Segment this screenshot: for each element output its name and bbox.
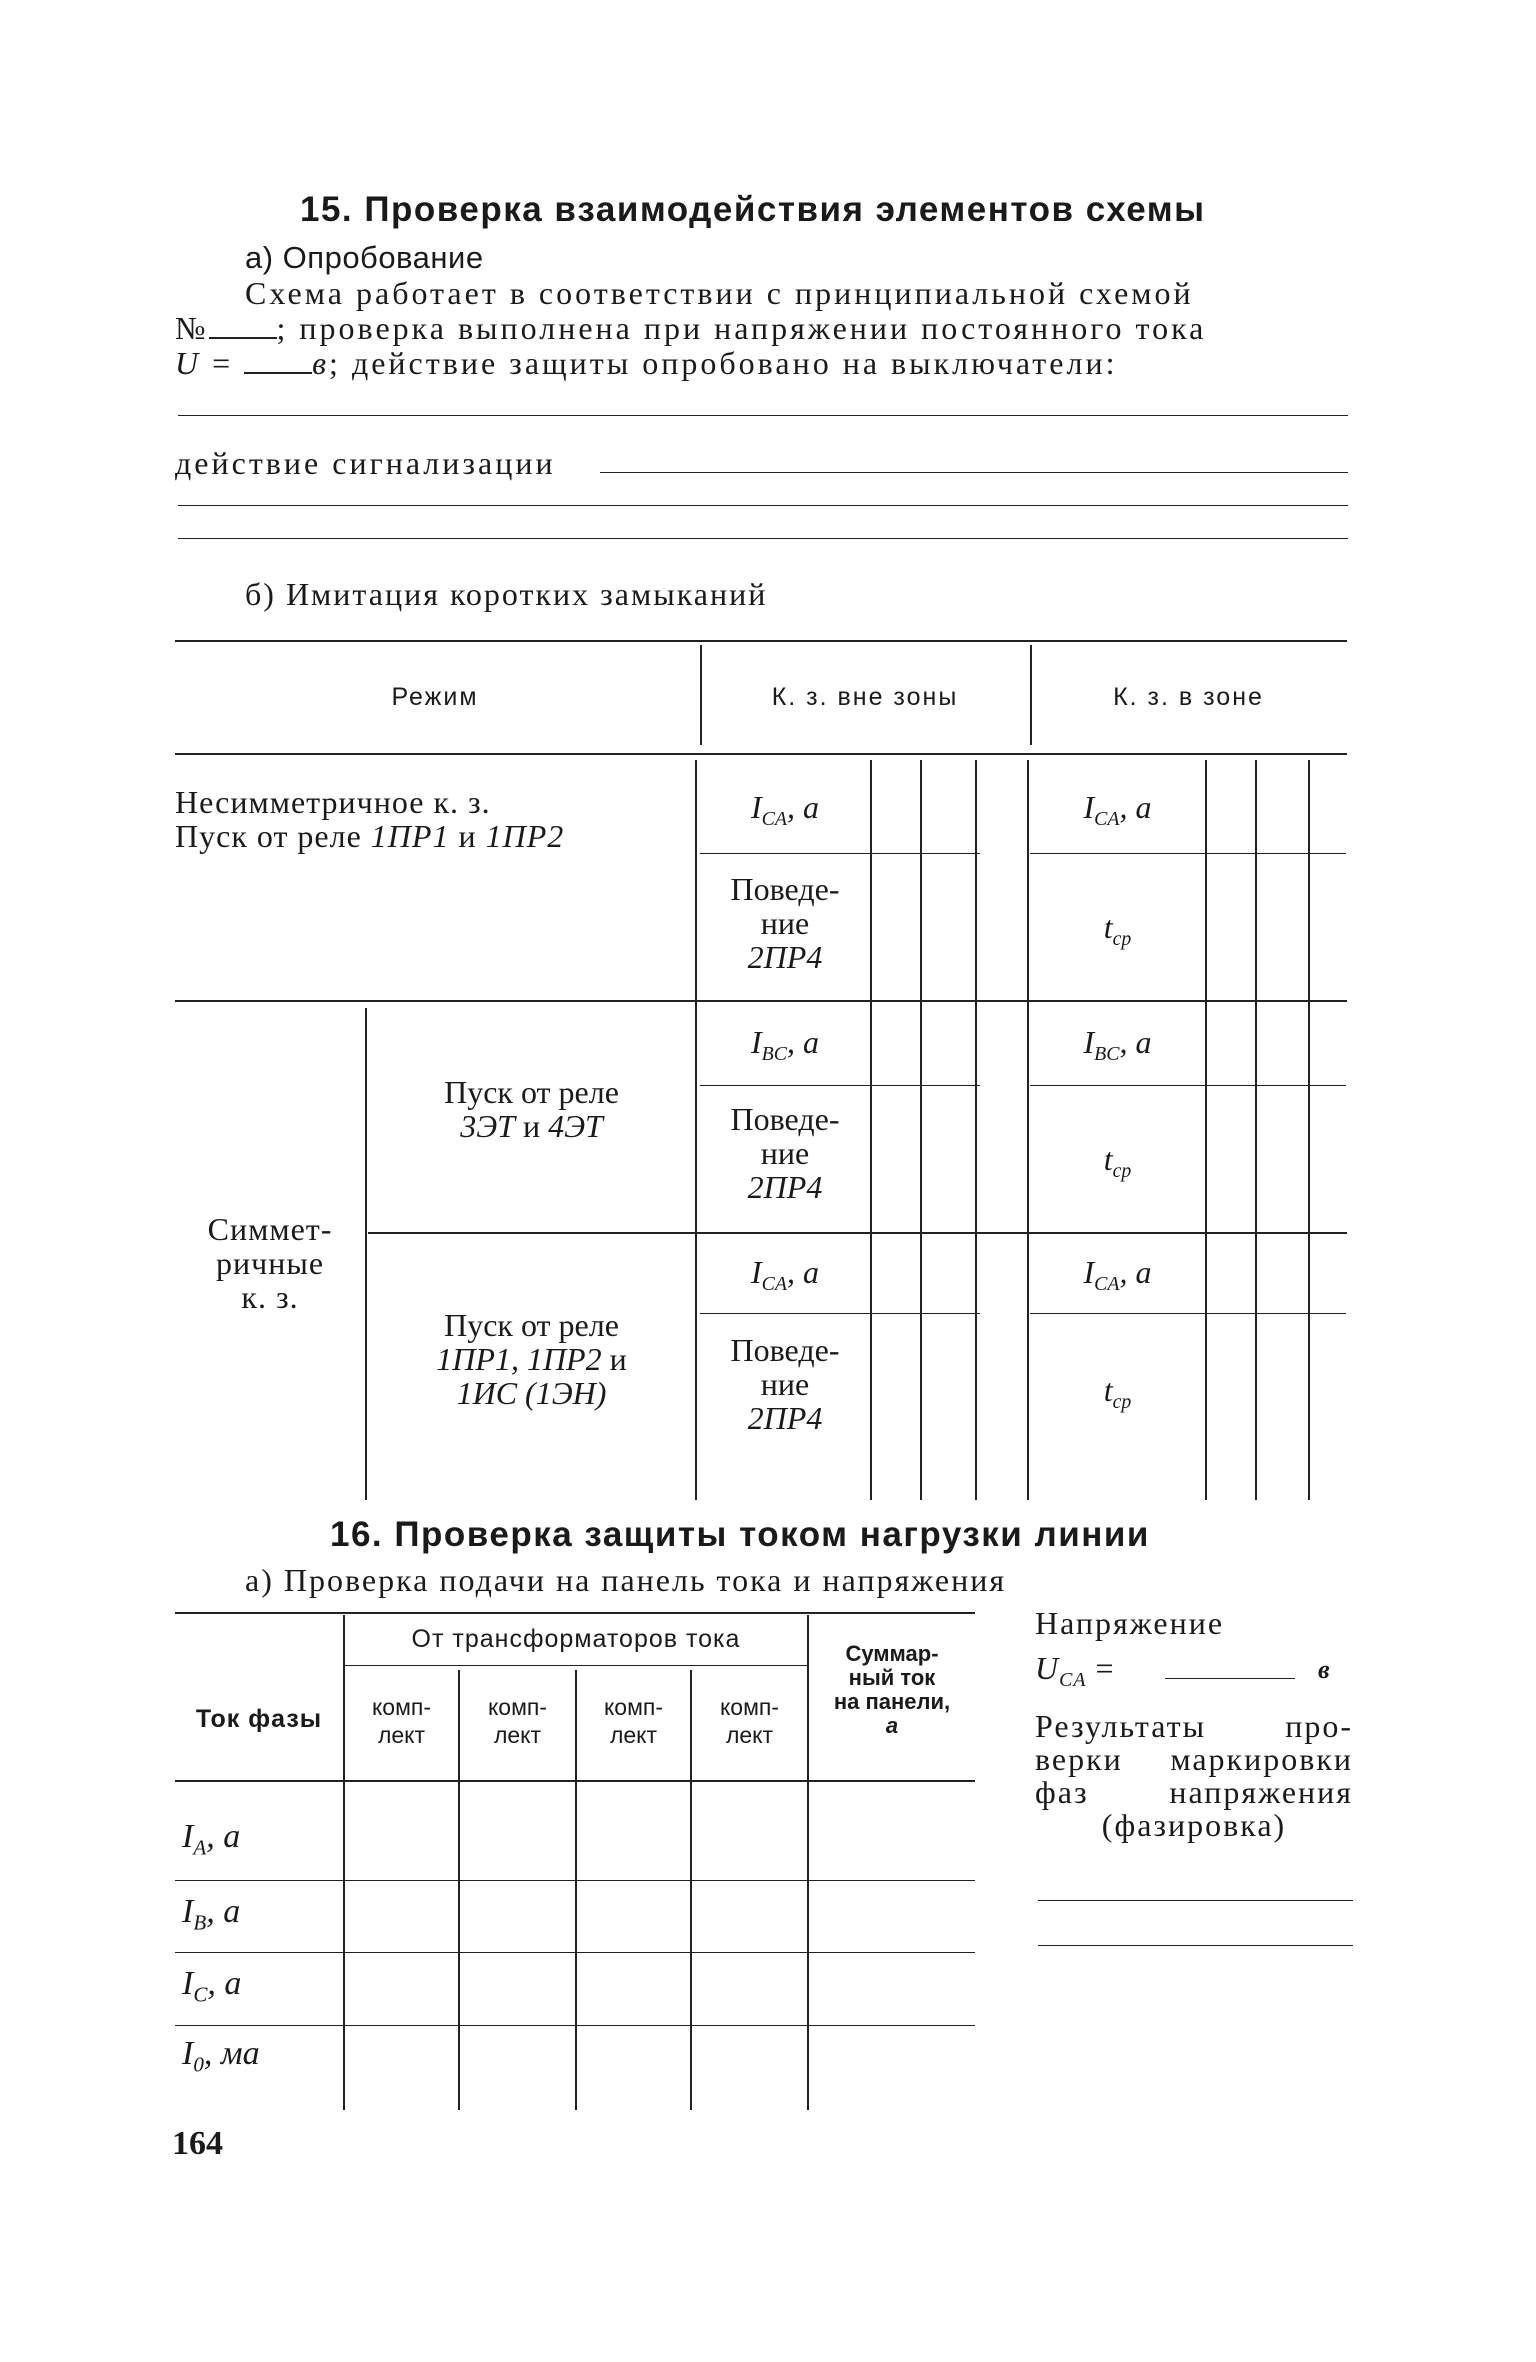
page-number: 164 (172, 2125, 223, 2162)
voltage-value-field[interactable] (244, 372, 312, 374)
col-kit-4-header: комп- лект (719, 1694, 780, 1748)
phasing-result-line-2[interactable] (1038, 1945, 1353, 1946)
voltage-uca: $U_{CA}$ = (1035, 1650, 1115, 1691)
row1-behavior-label: Поведе- ние 2ПР4 (730, 871, 840, 975)
row2-behavior-label: Поведе- ние 2ПР4 (730, 1101, 840, 1205)
signal-extra-line-2[interactable] (178, 538, 1348, 539)
section-16-title: 16. Проверка защиты током нагрузки линии (330, 1515, 1150, 1554)
row-asymmetric-mode (175, 785, 564, 853)
section-15-b-heading: б) Имитация коротких замыканий (245, 576, 768, 612)
section-15-line-3 (175, 345, 1117, 382)
row-asymmetric-line-1: Несимметричное к. з. (175, 784, 491, 820)
signal-label: действие сигнализации (175, 445, 556, 481)
col-sum-header: Суммар- ный ток на панели, а (833, 1641, 951, 1738)
row-ic-label: $I_C$, а (182, 1965, 242, 2007)
signal-field-line[interactable] (600, 472, 1348, 473)
row3-mode: Пуск от реле 1ПР1, 1ПР2 и 1ИС (1ЭН) (436, 1307, 627, 1411)
col-outside-zone-header: К. з. вне зоны (771, 683, 959, 711)
phasing-result-line-1[interactable] (1038, 1900, 1353, 1901)
line-2-text: ; проверка выполнена при напряжении постоянного тока (276, 310, 1207, 346)
line-3-text: ; действие защиты опробовано на выключатели: (329, 345, 1118, 381)
section-15-line-1: Схема работает в соответствии с принципиальной схемой (245, 275, 1194, 311)
row-asymmetric-line-2: Пуск от реле 1ПР1 и 1ПР2 (175, 818, 565, 854)
row3-inside-current-label: $I_{CA}$, а (1083, 1254, 1152, 1295)
col-mode-header: Режим (391, 683, 479, 711)
col-from-ct-header: От трансформаторов тока (411, 1625, 741, 1653)
col-inside-zone-header: К. з. в зоне (1113, 683, 1264, 711)
row-i0-label: $I_0$, ма (182, 2035, 260, 2077)
voltage-unit: в (312, 345, 330, 381)
equals-sign: = (201, 345, 245, 381)
section-15-title: 15. Проверка взаимодействия элементов схемы (300, 190, 1206, 229)
row3-tcp-label: $t_{ср}$ (1103, 1372, 1132, 1413)
voltage-label: Напряжение (1035, 1605, 1225, 1641)
row-symmetric-label: Симмет- ричные к. з. (207, 1211, 333, 1315)
col-kit-1-header: комп- лект (371, 1694, 432, 1748)
voltage-symbol: U (175, 345, 202, 381)
breakers-field-line[interactable] (178, 415, 1348, 416)
row3-outside-current-label: $I_{CA}$, а (751, 1254, 819, 1295)
voltage-value-unit: в (1318, 1655, 1330, 1684)
row2-outside-current-label: $I_{BC}$, а (751, 1024, 819, 1065)
row1-outside-current-label: $I_{CA}$, а (751, 789, 819, 830)
signal-extra-line-1[interactable] (178, 505, 1348, 506)
col-kit-3-header: комп- лект (603, 1694, 664, 1748)
row2-inside-current-label: $I_{BC}$, а (1083, 1024, 1152, 1065)
row3-behavior-label: Поведе- ние 2ПР4 (730, 1332, 840, 1436)
scheme-number-field[interactable] (209, 337, 277, 339)
section-15-line-2 (175, 310, 1206, 347)
col-kit-2-header: комп- лект (487, 1694, 548, 1748)
row-ia-label: $I_A$, а (182, 1818, 241, 1860)
row1-inside-current-label: $I_{CA}$, а (1083, 789, 1152, 830)
col-phase-header: Ток фазы (195, 1705, 323, 1733)
section-16-a-heading: а) Проверка подачи на панель тока и напряжения (245, 1562, 1007, 1598)
row-ib-label: $I_B$, а (182, 1893, 241, 1935)
number-sign: № (175, 310, 209, 346)
row2-tcp-label: $t_{ср}$ (1103, 1141, 1132, 1182)
row2-mode: Пуск от реле 3ЭТ и 4ЭТ (444, 1074, 619, 1144)
voltage-value-field[interactable] (1165, 1678, 1295, 1679)
row1-tcp-label: $t_{ср}$ (1103, 909, 1132, 950)
section-15-a-heading: а) Опробование (245, 240, 484, 275)
phasing-results-text: Результаты про- верки маркировки фаз напряжения (фазировка) (1035, 1708, 1353, 1843)
